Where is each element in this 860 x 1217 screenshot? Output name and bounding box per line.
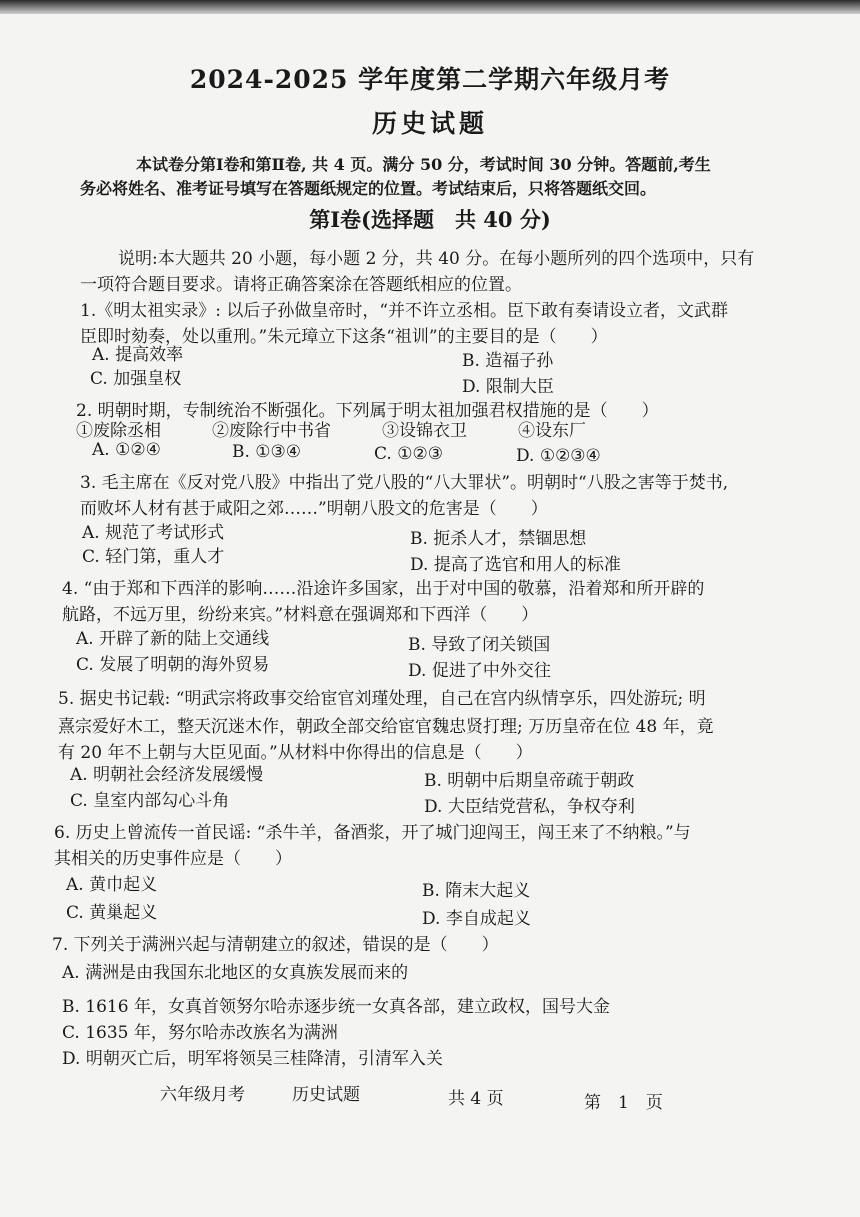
q4-stem-line-1: 4. “由于郑和下西洋的影响……沿途许多国家，出于对中国的敬慕，沿着郑和所开辟的 xyxy=(62,579,705,599)
q2-stem-line-1: 2. 明朝时期，专制统治不断强化。下列属于明太祖加强君权措施的是（ ） xyxy=(76,401,659,421)
q2-option-c: C. ①②③ xyxy=(374,444,443,464)
intro-line-1: 本试卷分第Ⅰ卷和第Ⅱ卷, 共 4 页。满分 50 分，考试时间 30 分钟。答题前,考生 xyxy=(136,155,711,174)
q1-option-a: A. 提高效率 xyxy=(92,345,184,365)
q3-option-c: C. 轻门第，重人才 xyxy=(82,547,225,567)
q2-option-a: A. ①②④ xyxy=(92,440,161,460)
q1-option-c: C. 加强皇权 xyxy=(90,369,182,389)
intro-line-2: 务必将姓名、准考证号填写在答题纸规定的位置。考试结束后，只将答题纸交回。 xyxy=(80,179,657,198)
q3-stem-line-2: 而败坏人材有甚于咸阳之郊……”明朝八股文的危害是（ ） xyxy=(80,499,548,519)
q4-option-c: C. 发展了明朝的海外贸易 xyxy=(76,655,270,675)
q6-stem-line-2: 其相关的历史事件应是（ ） xyxy=(54,849,292,869)
q6-option-c: C. 黄巢起义 xyxy=(66,903,158,923)
footer-page-number: 第 1 页 xyxy=(584,1093,663,1113)
q5-option-a: A. 明朝社会经济发展缓慢 xyxy=(70,765,264,785)
q5-stem-line-3: 有 20 年不上朝与大臣见面。”从材料中你得出的信息是（ ） xyxy=(58,743,533,763)
q4-stem-line-2: 航路，不远万里，纷纷来宾。”材料意在强调郑和下西洋（ ） xyxy=(62,605,539,625)
section-note-line-2: 一项符合题目要求。请将正确答案涂在答题纸相应的位置。 xyxy=(80,275,522,295)
q7-option-c: C. 1635 年，努尔哈赤改族名为满洲 xyxy=(62,1023,338,1043)
q1-stem-line-2: 臣即时劾奏，处以重刑。”朱元璋立下这条“祖训”的主要目的是（ ） xyxy=(80,327,608,347)
scan-edge xyxy=(0,0,860,14)
section-title: 第Ⅰ卷(选择题 共 40 分) xyxy=(309,207,551,232)
q2-option-b: B. ①③④ xyxy=(232,442,302,462)
q1-option-b: B. 造福子孙 xyxy=(462,351,554,371)
q3-option-d: D. 提高了选官和用人的标准 xyxy=(410,555,621,575)
q6-option-d: D. 李自成起义 xyxy=(422,909,531,929)
q1-option-d: D. 限制大臣 xyxy=(462,377,554,397)
footer-total-pages: 共 4 页 xyxy=(448,1089,504,1109)
q6-option-b: B. 隋末大起义 xyxy=(422,881,531,901)
q3-option-a: A. 规范了考试形式 xyxy=(82,523,225,543)
q7-option-b: B. 1616 年，女真首领努尔哈赤逐步统一女真各部，建立政权，国号大金 xyxy=(62,997,610,1017)
q5-option-d: D. 大臣结党营私，争权夺利 xyxy=(424,797,635,817)
q5-option-b: B. 明朝中后期皇帝疏于朝政 xyxy=(424,771,635,791)
q4-option-a: A. 开辟了新的陆上交通线 xyxy=(76,629,270,649)
q2-stem-line-2: ①废除丞相 ②废除行中书省 ③设锦衣卫 ④设东厂 xyxy=(76,421,586,441)
exam-subtitle: 历史试题 xyxy=(371,109,488,138)
q7-stem-line-1: 7. 下列关于满洲兴起与清朝建立的叙述，错误的是（ ） xyxy=(52,935,499,955)
section-note-line-1: 说明:本大题共 20 小题，每小题 2 分，共 40 分。在每小题所列的四个选项中，只有 xyxy=(118,249,755,269)
q3-stem-line-1: 3. 毛主席在《反对党八股》中指出了党八股的“八大罪状”。明朝时“八股之害等于焚书, xyxy=(80,473,729,493)
q5-stem-line-1: 5. 据史书记载: “明武宗将政事交给宦官刘瑾处理，自己在宫内纵情享乐，四处游玩; 明 xyxy=(58,689,706,709)
q7-option-d: D. 明朝灭亡后，明军将领吴三桂降清，引清军入关 xyxy=(62,1049,443,1069)
q3-option-b: B. 扼杀人才，禁锢思想 xyxy=(410,529,587,549)
q7-option-a: A. 满洲是由我国东北地区的女真族发展而来的 xyxy=(62,963,409,983)
q4-option-d: D. 促进了中外交往 xyxy=(408,661,551,681)
q4-option-b: B. 导致了闭关锁国 xyxy=(408,635,551,655)
q5-stem-line-2: 熹宗爱好木工，整天沉迷木作，朝政全部交给宦官魏忠贤打理; 万历皇帝在位 48 年，竟 xyxy=(58,717,714,737)
q1-stem-line-1: 1.《明太祖实录》: 以后子孙做皇帝时，“并不许立丞相。臣下敢有奏请设立者，文武群 xyxy=(80,301,729,321)
footer-grade: 六年级月考 xyxy=(160,1085,245,1105)
q6-option-a: A. 黄巾起义 xyxy=(66,875,158,895)
exam-title: 2024-2025 学年度第二学期六年级月考 xyxy=(189,65,671,94)
footer-subject: 历史试题 xyxy=(292,1085,360,1105)
q2-option-d: D. ①②③④ xyxy=(516,446,601,466)
q5-option-c: C. 皇室内部勾心斗角 xyxy=(70,791,230,811)
q6-stem-line-1: 6. 历史上曾流传一首民谣: “杀牛羊，备酒浆，开了城门迎闯王，闯王来了不纳粮。”与 xyxy=(54,823,691,843)
